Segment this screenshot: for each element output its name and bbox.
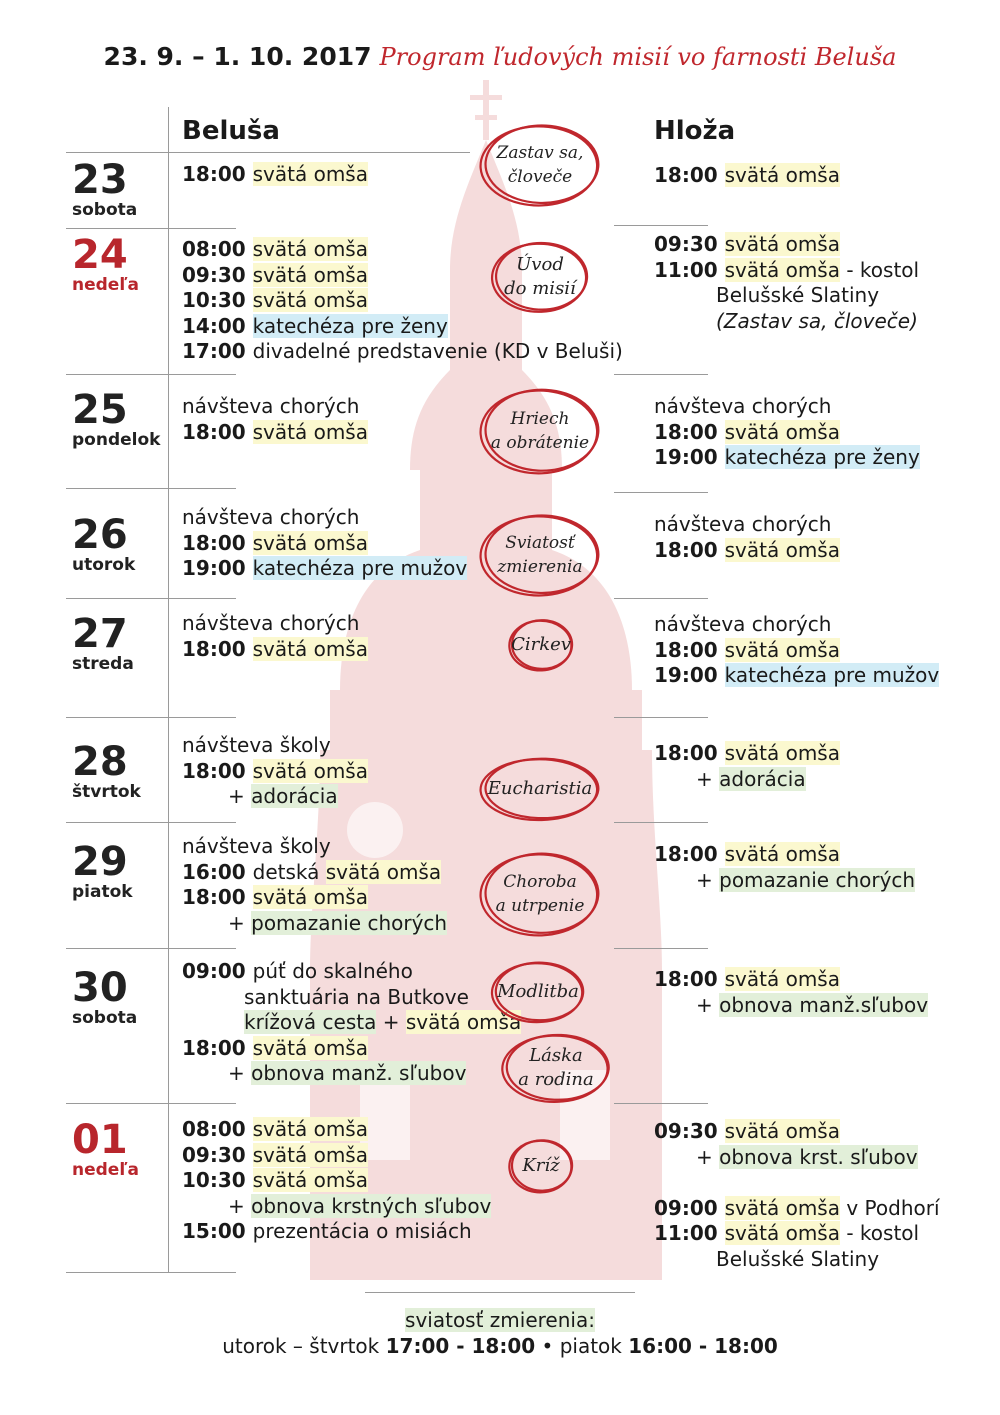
row-separator (614, 1103, 708, 1104)
theme-label: Modlitba (497, 981, 579, 1002)
theme-circle (490, 240, 590, 314)
entry-time: 15:00 (182, 1219, 253, 1243)
day-name: nedeľa (72, 275, 139, 295)
theme-circle (500, 1032, 612, 1104)
entry-text: Belušské Slatiny (716, 283, 880, 307)
entry-time: 18:00 (182, 636, 253, 661)
entry-text: svätá omša (724, 1195, 840, 1220)
entry-suffix: - kostol (840, 257, 920, 282)
entry-plus: + (696, 1144, 720, 1169)
entry-text: obnova manž.sľubov (719, 992, 929, 1017)
entry-time: 14:00 (182, 313, 253, 338)
page-title (0, 42, 1000, 71)
entry-text: obnova krstných sľubov (251, 1193, 492, 1218)
entry-text: svätá omša (252, 885, 368, 909)
confession-friday-label: piatok (559, 1334, 629, 1358)
schedule-entry (182, 733, 368, 759)
entry-time: 18:00 (654, 419, 725, 444)
hloza-entries (654, 741, 840, 792)
entry-text: prezentácia o misiách (252, 1219, 472, 1243)
schedule-entry (654, 1170, 940, 1196)
theme-label: Choroba a utrpenie (495, 872, 585, 916)
entry-time: 08:00 (182, 237, 253, 261)
entry-time: 11:00 (654, 1221, 725, 1245)
separator-dot: • (535, 1334, 560, 1358)
entry-text (654, 1170, 660, 1194)
theme-circle (478, 386, 602, 476)
entry-text: svätá omša (252, 1168, 368, 1192)
schedule-entry (654, 842, 915, 868)
belusa-entries (182, 834, 447, 936)
theme-circle (508, 1138, 574, 1194)
schedule-entry (654, 1145, 940, 1171)
schedule-entry (182, 314, 623, 340)
day-number: 23 (72, 157, 128, 203)
schedule-entry (654, 967, 928, 993)
theme-circle (508, 618, 574, 672)
theme-label: Úvod do misií (504, 254, 576, 299)
schedule-entry (654, 445, 920, 471)
schedule-entry (654, 638, 939, 664)
schedule-entry (182, 611, 368, 637)
schedule-entry (654, 394, 920, 420)
entry-text: katechéza pre ženy (252, 313, 448, 338)
entry-plus: + (228, 1193, 252, 1218)
schedule-entry (654, 741, 840, 767)
entry-text: svätá omša (724, 842, 840, 866)
entry-time: 11:00 (654, 257, 725, 282)
day-number: 28 (72, 739, 128, 785)
entry-text: svätá omša (724, 232, 840, 256)
schedule-entry (182, 505, 467, 531)
hloza-entries (654, 967, 928, 1018)
day-number: 01 (72, 1117, 128, 1163)
entry-text: svätá omša (252, 288, 368, 312)
entry-text: svätá omša (724, 967, 840, 991)
entry-text: svätá omša (252, 262, 368, 287)
entry-time: 18:00 (654, 537, 725, 562)
entry-plus: + (228, 910, 252, 935)
entry-time: 09:30 (182, 262, 253, 287)
row-separator (614, 822, 708, 823)
hloza-entries (654, 394, 920, 471)
schedule-entry (182, 911, 447, 937)
entry-text: obnova manž. sľubov (251, 1061, 467, 1085)
entry-time: 18:00 (182, 758, 253, 783)
day-label (72, 512, 136, 575)
belusa-entries (182, 394, 368, 445)
confession-heading: sviatosť zmierenia: (405, 1308, 595, 1332)
day-number: 29 (72, 839, 128, 885)
schedule-entry (654, 868, 915, 894)
entry-text: adorácia (719, 766, 806, 791)
entry-time: 18:00 (182, 419, 253, 444)
entry-text: svätá omša (724, 163, 840, 187)
belusa-entries (182, 733, 368, 810)
schedule-entry (654, 993, 928, 1019)
schedule-entry (654, 232, 919, 258)
belusa-entries (182, 505, 467, 582)
entry-text: návšteva chorých (182, 611, 360, 635)
hloza-entries (654, 842, 915, 893)
entry-text: návšteva chorých (654, 394, 832, 418)
row-separator (614, 374, 708, 375)
schedule-entry (182, 1036, 521, 1062)
schedule-entry (654, 283, 919, 309)
entry-time: 16:00 (182, 859, 253, 884)
schedule-entry (182, 1219, 491, 1245)
schedule-entry (182, 1061, 521, 1087)
row-separator (614, 717, 708, 718)
row-separator (66, 1272, 236, 1273)
day-label (72, 839, 133, 902)
theme-circle (490, 960, 586, 1024)
schedule-entry (654, 1221, 940, 1247)
row-separator (66, 374, 236, 375)
day-name: nedeľa (72, 1160, 139, 1180)
schedule-entry (182, 531, 467, 557)
footer-divider (365, 1292, 635, 1293)
entry-text: krížová cesta (244, 1010, 377, 1034)
entry-text: svätá omša (252, 636, 368, 661)
row-separator (614, 225, 708, 226)
entry-time: 09:00 (654, 1195, 725, 1220)
schedule-entry (182, 959, 521, 985)
schedule-entry (654, 767, 840, 793)
day-number: 30 (72, 965, 128, 1011)
belusa-entries (182, 162, 368, 188)
schedule-entry (182, 784, 368, 810)
day-label (72, 232, 139, 295)
schedule-entry (182, 834, 447, 860)
entry-text: divadelné predstavenie (KD v Beluši) (252, 339, 623, 363)
entry-text: svätá omša (252, 237, 368, 261)
entry-plus: + (696, 992, 720, 1017)
entry-connector: + (376, 1010, 406, 1034)
entry-time: 18:00 (182, 530, 253, 555)
entry-text: svätá omša (325, 859, 442, 884)
day-number: 25 (72, 387, 128, 433)
hloza-entries (654, 512, 840, 563)
schedule-entry (182, 1143, 491, 1169)
entry-text: sanktuária na Butkove (244, 984, 469, 1009)
schedule-entry (654, 1196, 940, 1222)
row-separator (66, 717, 236, 718)
entry-text: svätá omša (252, 419, 368, 444)
entry-text: svätá omša (252, 530, 368, 555)
entry-text: svätá omša (252, 1117, 368, 1141)
row-separator (66, 822, 236, 823)
schedule-entry (654, 258, 919, 284)
hloza-entries (654, 1119, 940, 1272)
hloza-entries (654, 232, 919, 334)
day-label (72, 1117, 139, 1180)
entry-time: 09:30 (182, 1142, 253, 1167)
entry-text: svätá omša (724, 1119, 840, 1143)
day-label (72, 157, 138, 220)
day-number: 27 (72, 611, 128, 657)
schedule-entry (654, 612, 939, 638)
schedule-entry (182, 556, 467, 582)
confession-range-time: 17:00 - 18:00 (385, 1334, 536, 1358)
row-separator (614, 492, 708, 493)
theme-circle (478, 756, 602, 822)
entry-text: svätá omša (724, 537, 840, 562)
row-separator (614, 948, 708, 949)
entry-prefix: detská (252, 859, 326, 884)
entry-text: Belušské Slatiny (716, 1246, 880, 1271)
confession-friday-time: 16:00 - 18:00 (628, 1334, 778, 1358)
entry-time: 18:00 (654, 637, 725, 662)
day-label (72, 739, 141, 802)
entry-suffix: - kostol (840, 1221, 920, 1245)
entry-suffix: v Podhorí (840, 1195, 940, 1220)
entry-plus: + (696, 867, 720, 892)
belusa-entries (182, 611, 368, 662)
hloza-entries (654, 163, 840, 189)
day-name: utorok (72, 555, 136, 575)
entry-time: 18:00 (654, 967, 725, 991)
entry-time: 10:30 (182, 1168, 253, 1192)
entry-time: 09:00 (182, 959, 253, 983)
entry-text: katechéza pre mužov (252, 556, 468, 580)
schedule-entry (654, 309, 919, 335)
row-separator (66, 1103, 236, 1104)
day-label (72, 387, 161, 450)
entry-time: 19:00 (654, 663, 725, 687)
theme-label: Cirkev (511, 634, 571, 655)
belusa-entries (182, 1117, 491, 1245)
schedule-entry (654, 163, 840, 189)
theme-circle (478, 850, 602, 938)
entry-time: 18:00 (654, 842, 725, 866)
entry-text: svätá omša (252, 1035, 368, 1060)
day-name: sobota (72, 200, 138, 220)
schedule-entry (182, 1117, 491, 1143)
entry-text: svätá omša (252, 162, 368, 186)
day-label (72, 611, 134, 674)
entry-text: pomazanie chorých (251, 910, 448, 935)
entry-time: 09:30 (654, 1119, 725, 1143)
entry-text: púť do skalného (252, 959, 413, 983)
day-label (72, 965, 138, 1028)
entry-text: pomazanie chorých (719, 867, 916, 892)
entry-text: svätá omša (252, 1142, 368, 1167)
theme-label: Eucharistia (487, 778, 593, 799)
schedule-entry (182, 985, 521, 1011)
entry-text: návšteva chorých (182, 394, 360, 418)
title-dates: 23. 9. – 1. 10. 2017 (103, 42, 372, 71)
schedule-entry (182, 759, 368, 785)
entry-text: návšteva chorých (654, 512, 832, 536)
schedule-entry (182, 1168, 491, 1194)
row-separator (66, 152, 470, 153)
row-separator (66, 598, 236, 599)
theme-label: Sviatosť zmierenia (497, 533, 583, 577)
entry-text: svätá omša (724, 637, 840, 662)
schedule-entry (654, 512, 840, 538)
entry-text: svätá omša (724, 741, 840, 765)
schedule-entry (182, 885, 447, 911)
row-separator (614, 598, 708, 599)
belusa-entries (182, 959, 521, 1087)
entry-text: svätá omša (724, 257, 840, 282)
entry-plus: + (696, 766, 720, 791)
entry-text: adorácia (251, 784, 338, 808)
column-header-belusa: Beluša (182, 116, 280, 146)
footer-times (0, 1334, 1000, 1358)
entry-time: 08:00 (182, 1117, 253, 1141)
day-name: štvrtok (72, 782, 141, 802)
entry-time: 10:30 (182, 288, 253, 312)
entry-text: svätá omša (405, 1010, 522, 1034)
day-number: 24 (72, 232, 128, 278)
schedule-entry (182, 860, 447, 886)
day-name: sobota (72, 1008, 138, 1028)
entry-time: 18:00 (182, 885, 253, 909)
entry-text: (Zastav sa, človeče) (716, 308, 918, 333)
entry-time: 19:00 (182, 556, 253, 580)
schedule-entry (182, 637, 368, 663)
schedule-entry (654, 1119, 940, 1145)
entry-text: návšteva školy (182, 834, 331, 858)
theme-label: Zastav sa, človeče (496, 143, 584, 187)
day-name: pondelok (72, 430, 161, 450)
schedule-entry (182, 394, 368, 420)
row-separator (66, 488, 236, 489)
entry-text: svätá omša (252, 758, 368, 783)
schedule-entry (654, 1247, 940, 1273)
entry-time: 18:00 (654, 163, 725, 187)
schedule-entry (182, 420, 368, 446)
day-number: 26 (72, 512, 128, 558)
day-name: streda (72, 654, 134, 674)
title-subtitle: Program ľudových misií vo farnosti Beluša (379, 43, 897, 71)
entry-plus: + (228, 784, 252, 808)
entry-text: návšteva chorých (182, 505, 360, 529)
theme-circle (478, 122, 602, 208)
row-separator (66, 228, 236, 229)
schedule-entry (654, 663, 939, 689)
entry-time: 18:00 (182, 1035, 253, 1060)
entry-time: 19:00 (654, 445, 725, 469)
day-name: piatok (72, 882, 133, 902)
entry-text: svätá omša (724, 419, 840, 444)
column-divider (168, 107, 169, 1272)
column-header-hloza: Hloža (654, 116, 736, 146)
schedule-entry (654, 420, 920, 446)
entry-text: návšteva školy (182, 733, 331, 757)
entry-text: katechéza pre mužov (724, 663, 940, 687)
schedule-entry (182, 162, 368, 188)
row-separator (66, 948, 236, 949)
footer-heading (0, 1308, 1000, 1332)
schedule-entry (654, 538, 840, 564)
theme-label: Láska a rodina (518, 1045, 594, 1090)
schedule-entry (182, 1010, 521, 1036)
theme-label: Kríž (522, 1155, 560, 1176)
entry-text: katechéza pre ženy (724, 445, 920, 469)
theme-circle (478, 512, 602, 598)
theme-label: Hriech a obrátenie (490, 409, 590, 453)
schedule-entry (182, 1194, 491, 1220)
schedule-entry (182, 339, 623, 365)
entry-time: 17:00 (182, 339, 253, 363)
hloza-entries (654, 612, 939, 689)
entry-plus: + (228, 1061, 252, 1085)
confession-range-label: utorok – štvrtok (222, 1334, 386, 1358)
entry-time: 18:00 (654, 741, 725, 765)
entry-text: obnova krst. sľubov (719, 1144, 918, 1169)
entry-time: 09:30 (654, 232, 725, 256)
entry-text: svätá omša (724, 1221, 840, 1245)
entry-text: návšteva chorých (654, 612, 832, 636)
entry-time: 18:00 (182, 162, 253, 186)
